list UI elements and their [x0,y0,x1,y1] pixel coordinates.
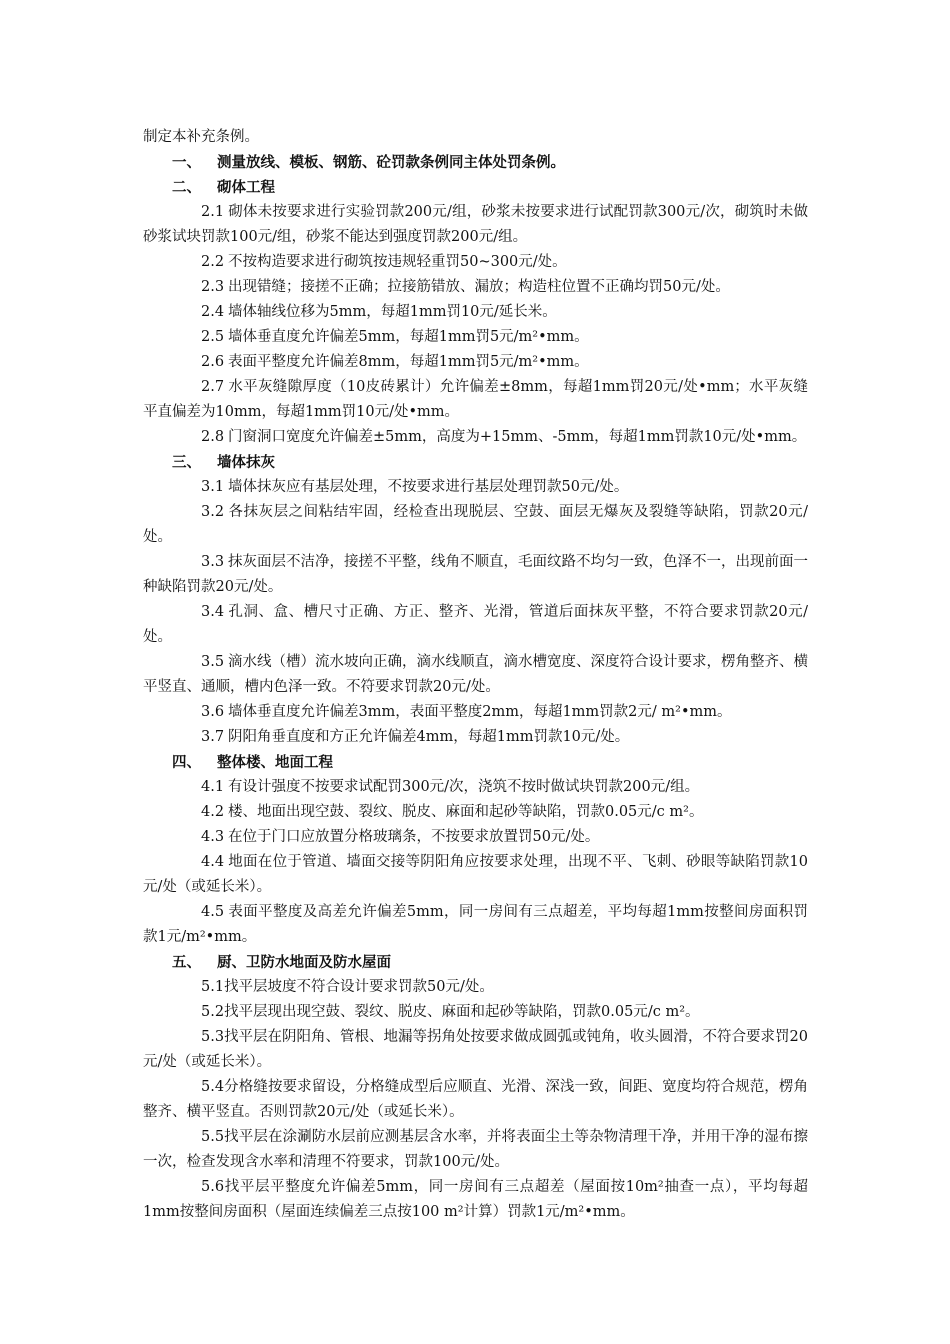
clause-item [143,300,808,325]
clause-number: 3.3 [201,554,225,570]
clause-item [143,700,808,725]
section-number: 一、 [172,154,201,171]
clause-text: 楼、地面出现空鼓、裂纹、脱皮、麻面和起砂等缺陷，罚款0.05元/c m²。 [228,804,704,820]
clause-number: 5.4 [201,1079,225,1095]
clause-item [143,325,808,350]
clause-number: 4.4 [201,854,225,870]
clause-number: 5.3 [201,1029,225,1045]
clause-text: 抹灰面层不洁净，接搓不平整，线角不顺直，毛面纹路不均匀一致，色泽不一，出现前面一种缺陷罚款20元/处。 [143,554,808,595]
clause-number: 2.1 [201,204,225,220]
clause-number: 2.4 [201,304,225,320]
clause-text: 表面平整度允许偏差8mm，每超1mm罚5元/m²•mm。 [228,354,589,370]
clause-item [143,1075,808,1125]
clause-text: 墙体垂直度允许偏差3mm，表面平整度2mm，每超1mm罚款2元/ m²•mm。 [228,704,732,720]
clause-item [143,500,808,550]
clause-text: 门窗洞口宽度允许偏差±5mm，高度为+15mm、-5mm，每超1mm罚款10元/处•mm。 [228,429,807,445]
section-heading [143,150,808,175]
clause-text: 找平层在涂涮防水层前应测基层含水率，并将表面尘土等杂物清理干净，并用干净的湿布擦一次，检查发现含水率和清理不符要求，罚款100元/处。 [143,1129,808,1170]
clause-item [143,250,808,275]
clause-item [143,375,808,425]
clause-number: 3.7 [201,729,225,745]
clause-text: 孔洞、盒、槽尺寸正确、方正、整齐、光滑，管道后面抹灰平整，不符合要求罚款20元/处。 [143,604,808,645]
clause-text: 墙体轴线位移为5mm，每超1mm罚10元/延长米。 [228,304,557,320]
section-number: 三、 [172,454,201,471]
section-title: 测量放线、模板、钢筋、砼罚款条例同主体处罚条例。 [217,154,565,171]
clause-text: 墙体抹灰应有基层处理，不按要求进行基层处理罚款50元/处。 [228,479,629,495]
clause-text: 找平层坡度不符合设计要求罚款50元/处。 [224,979,494,995]
clause-text: 不按构造要求进行砌筑按违规轻重罚50~300元/处。 [228,254,567,270]
clause-text: 砌体未按要求进行实验罚款200元/组，砂浆未按要求进行试配罚款300元/次，砌筑时未做砂浆试块罚款100元/组，砂浆不能达到强度罚款200元/组。 [143,204,808,245]
intro-paragraph: 制定本补充条例。 [143,129,259,145]
clause-item [143,1175,808,1225]
section-title: 砌体工程 [217,179,275,196]
clause-item [143,1025,808,1075]
clause-text: 地面在位于管道、墙面交接等阴阳角应按要求处理，出现不平、飞刺、砂眼等缺陷罚款10元/处（或延长米）。 [143,854,808,895]
clause-text: 出现错缝；接搓不正确；拉接筋错放、漏放；构造柱位置不正确均罚50元/处。 [228,279,730,295]
clause-number: 3.4 [201,604,225,620]
clause-list [143,150,808,1225]
clause-number: 3.1 [201,479,225,495]
section-heading [143,950,808,975]
clause-number: 4.3 [201,829,225,845]
section-title: 整体楼、地面工程 [217,754,333,771]
clause-text: 找平层平整度允许偏差5mm，同一房间有三点超差（屋面按10m²抽查一点），平均每超1mm按整间房面积（屋面连续偏差三点按100 m²计算）罚款1元/m²•mm。 [143,1179,808,1220]
clause-number: 2.7 [201,379,225,395]
clause-item [143,650,808,700]
clause-text: 分格缝按要求留设，分格缝成型后应顺直、光滑、深浅一致，间距、宽度均符合规范，楞角整齐、横平竖直。否则罚款20元/处（或延长米）。 [143,1079,808,1120]
section-number: 五、 [172,954,201,971]
clause-text: 在位于门口应放置分格玻璃条，不按要求放置罚50元/处。 [228,829,600,845]
clause-number: 2.6 [201,354,225,370]
clause-item [143,975,808,1000]
clause-text: 表面平整度及高差允许偏差5mm，同一房间有三点超差，平均每超1mm按整间房面积罚款1元/m²•mm。 [143,904,808,945]
section-number: 二、 [172,179,201,196]
clause-number: 3.2 [201,504,225,520]
clause-number: 4.1 [201,779,225,795]
section-heading [143,750,808,775]
clause-number: 5.2 [201,1004,225,1020]
clause-number: 4.5 [201,904,225,920]
clause-number: 2.8 [201,429,225,445]
clause-item [143,800,808,825]
clause-text: 找平层在阴阳角、管根、地漏等拐角处按要求做成圆弧或钝角，收头圆滑，不符合要求罚20元/处（或延长米）。 [143,1029,809,1070]
clause-item [143,600,808,650]
section-title: 厨、卫防水地面及防水屋面 [217,954,391,971]
clause-number: 3.5 [201,654,225,670]
clause-item [143,425,808,450]
clause-text: 各抹灰层之间粘结牢固，经检查出现脱层、空鼓、面层无爆灰及裂缝等缺陷，罚款20元/处。 [143,504,808,545]
clause-item [143,900,808,950]
clause-number: 2.2 [201,254,225,270]
clause-item [143,850,808,900]
clause-item [143,825,808,850]
section-number: 四、 [172,754,201,771]
clause-number: 3.6 [201,704,225,720]
clause-item [143,275,808,300]
clause-item [143,1000,808,1025]
clause-number: 2.3 [201,279,225,295]
document-body [143,125,808,1225]
clause-number: 4.2 [201,804,225,820]
clause-item [143,550,808,600]
clause-text: 墙体垂直度允许偏差5mm，每超1mm罚5元/m²•mm。 [228,329,589,345]
section-heading [143,450,808,475]
clause-item [143,350,808,375]
clause-item [143,475,808,500]
clause-item [143,775,808,800]
clause-item [143,725,808,750]
clause-number: 5.5 [201,1129,225,1145]
clause-item [143,200,808,250]
clause-number: 2.5 [201,329,225,345]
clause-text: 有设计强度不按要求试配罚300元/次，浇筑不按时做试块罚款200元/组。 [228,779,700,795]
clause-text: 阴阳角垂直度和方正允许偏差4mm，每超1mm罚款10元/处。 [228,729,630,745]
clause-text: 水平灰缝隙厚度（10皮砖累计）允许偏差±8mm，每超1mm罚20元/处•mm；水平灰缝平直偏差为10mm，每超1mm罚10元/处•mm。 [143,379,808,420]
clause-text: 滴水线（槽）流水坡向正确，滴水线顺直，滴水槽宽度、深度符合设计要求，楞角整齐、横平竖直、通顺，槽内色泽一致。不符要求罚款20元/处。 [143,654,808,695]
clause-text: 找平层现出现空鼓、裂纹、脱皮、麻面和起砂等缺陷，罚款0.05元/c m²。 [224,1004,700,1020]
clause-number: 5.6 [201,1179,225,1195]
clause-item [143,1125,808,1175]
section-title: 墙体抹灰 [217,454,275,471]
section-heading [143,175,808,200]
clause-number: 5.1 [201,979,225,995]
